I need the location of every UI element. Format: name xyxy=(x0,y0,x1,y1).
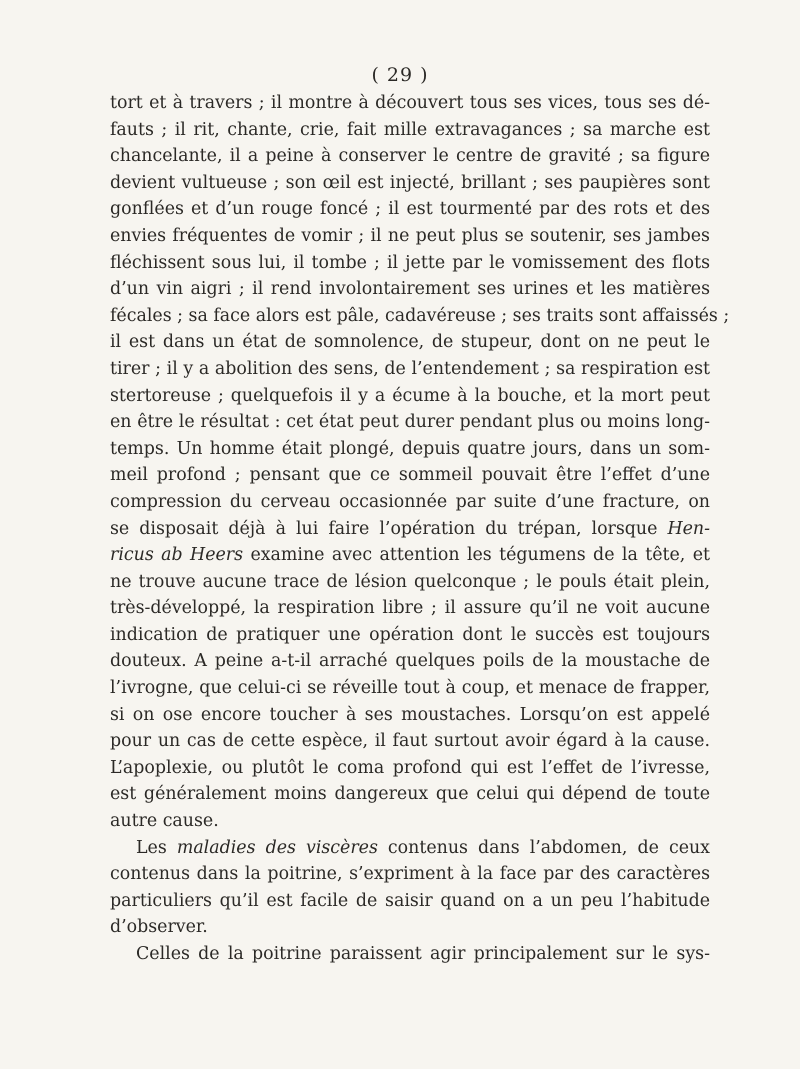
line-text: fauts ; il rit, chante, crie, fait mille extravagances ; sa marche est xyxy=(110,119,710,140)
line-text: contenus dans la poitrine, s’expriment à la face par des caractères xyxy=(110,864,710,885)
text-line xyxy=(110,861,710,888)
line-text: gonflées et d’un rouge foncé ; il est tourmenté par des rots et des xyxy=(110,199,710,220)
text-line xyxy=(110,143,710,170)
line-text: L’apoplexie, ou plutôt le coma profond qui est l’effet de l’ivresse, xyxy=(110,757,710,778)
text-line xyxy=(110,888,710,915)
line-text: ne trouve aucune trace de lésion quelconque ; le pouls était plein, xyxy=(110,571,710,592)
text-line xyxy=(110,383,710,410)
italic-text: maladies des viscères xyxy=(176,837,378,858)
italic-text: ricus ab Heers xyxy=(110,545,244,566)
line-text: compression du cerveau occasionnée par suite d’une fracture, on xyxy=(110,491,710,512)
text-line xyxy=(110,250,710,277)
line-text: envies fréquentes de vomir ; il ne peut plus se soutenir, ses jambes xyxy=(110,225,710,246)
text-line xyxy=(110,196,710,223)
line-text: tirer ; il y a abolition des sens, de l’entendement ; sa respiration est xyxy=(110,358,710,379)
text-line xyxy=(110,489,710,516)
text-line xyxy=(110,276,710,303)
text-line xyxy=(110,329,710,356)
line-text: d’un vin aigri ; il rend involontairement ses urines et les matières xyxy=(110,279,710,300)
text-line xyxy=(110,569,710,596)
text-line xyxy=(110,462,710,489)
line-text: devient vultueuse ; son œil est injecté, brillant ; ses paupières sont xyxy=(110,172,710,193)
text-line xyxy=(110,542,710,569)
line-text: si on ose encore toucher à ses moustaches. Lorsqu’on est appelé xyxy=(110,704,710,725)
line-text: contenus dans l’abdomen, de ceux xyxy=(377,837,710,858)
text-line xyxy=(110,356,710,383)
line-text: se disposait déjà à lui faire l’opération du trépan, lorsque xyxy=(110,518,668,539)
line-text: examine avec attention les tégumens de la tête, et xyxy=(243,545,710,566)
italic-text: Hen- xyxy=(667,518,710,539)
text-line xyxy=(110,436,710,463)
text-line xyxy=(110,170,710,197)
line-text: particuliers qu’il est facile de saisir quand on a un peu l’habitude xyxy=(110,890,710,911)
line-text: fléchissent sous lui, il tombe ; il jette par le vomissement des flots xyxy=(110,252,710,273)
text-line xyxy=(110,516,710,543)
line-text: pour un cas de cette espèce, il faut surtout avoir égard à la cause. xyxy=(110,731,710,752)
line-text: chancelante, il a peine à conserver le centre de gravité ; sa figure xyxy=(110,146,710,167)
text-line xyxy=(110,781,710,808)
line-text: il est dans un état de somnolence, de stupeur, dont on ne peut le xyxy=(110,332,710,353)
line-text: douteux. A peine a-t-il arraché quelques poils de la moustache de xyxy=(110,651,710,672)
body-text xyxy=(110,90,730,968)
text-line xyxy=(110,914,710,941)
text-line xyxy=(110,303,730,330)
line-text: Celles de la poitrine paraissent agir principalement sur le sys- xyxy=(136,944,710,964)
text-line xyxy=(110,808,710,835)
text-line xyxy=(110,755,710,782)
line-text: très-développé, la respiration libre ; il assure qu’il ne voit aucune xyxy=(110,598,710,619)
text-line xyxy=(110,835,710,862)
line-text: indication de pratiquer une opération dont le succès est toujours xyxy=(110,624,710,645)
line-text: stertoreuse ; quelquefois il y a écume à la bouche, et la mort peut xyxy=(110,385,710,406)
line-text: l’ivrogne, que celui-ci se réveille tout à coup, et menace de frapper, xyxy=(110,678,710,699)
line-text: fécales ; sa face alors est pâle, cadavéreuse ; ses traits sont affaissés ; xyxy=(110,305,730,326)
line-text: meil profond ; pensant que ce sommeil pouvait être l’effet d’une xyxy=(110,465,710,486)
page-number: ( 29 ) xyxy=(371,64,429,86)
text-line xyxy=(110,595,710,622)
text-line xyxy=(110,941,710,968)
line-text: tort et à travers ; il montre à découvert tous ses vices, tous ses dé- xyxy=(110,93,710,113)
text-line xyxy=(110,728,710,755)
text-line xyxy=(110,117,710,144)
text-line xyxy=(110,648,710,675)
line-text: est généralement moins dangereux que celui qui dépend de toute xyxy=(110,784,710,805)
line-text: temps. Un homme était plongé, depuis quatre jours, dans un som- xyxy=(110,438,710,459)
text-line xyxy=(110,90,710,117)
line-text: en être le résultat : cet état peut durer pendant plus ou moins long- xyxy=(110,412,710,433)
text-line xyxy=(110,409,710,436)
line-text: Les xyxy=(136,837,177,858)
text-line xyxy=(110,675,710,702)
text-line xyxy=(110,223,710,250)
text-line xyxy=(110,622,710,649)
text-line xyxy=(110,702,710,729)
line-text: autre cause. xyxy=(110,811,219,832)
line-text: d’observer. xyxy=(110,917,208,938)
